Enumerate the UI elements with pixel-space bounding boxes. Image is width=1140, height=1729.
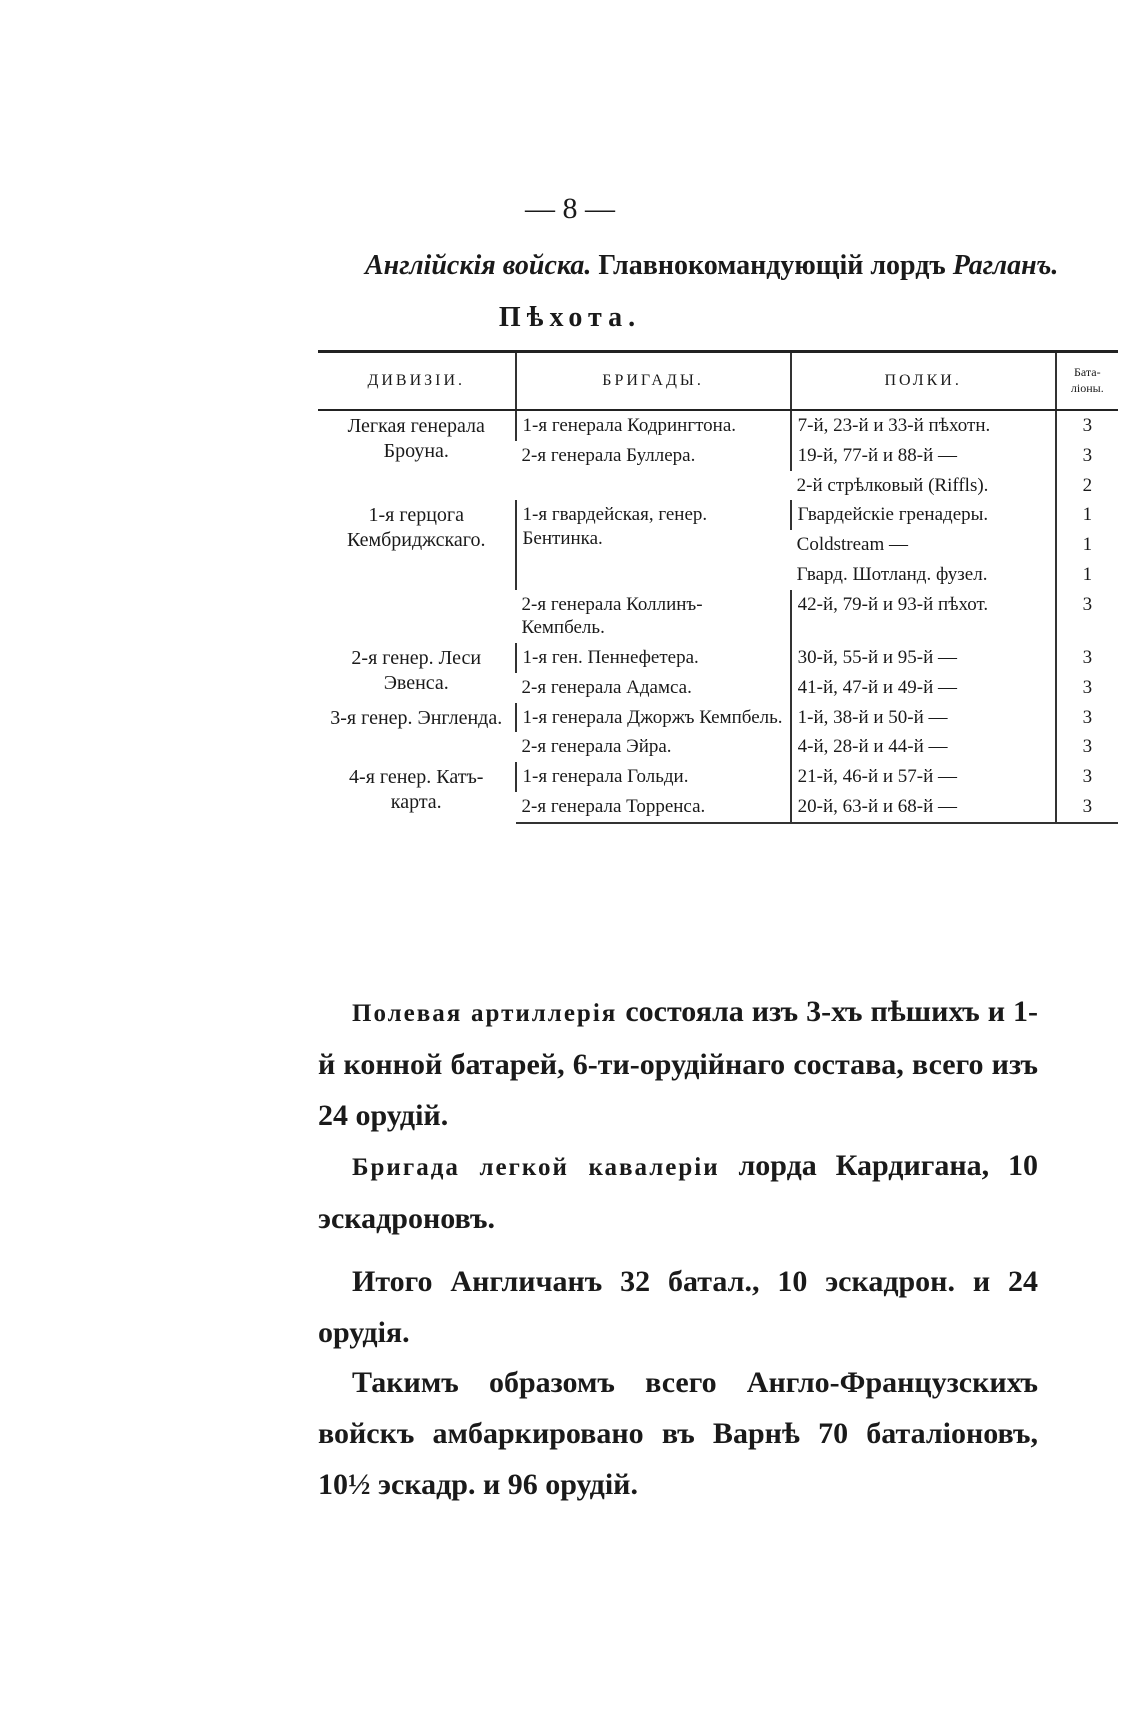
grand-total-text: Такимъ образомъ всего Англо-Французскихъ войскъ амбаркировано въ Варнѣ 70 баталіоновъ, 10½ эскадр. и 96 орудій. xyxy=(318,1366,1038,1501)
infantry-table xyxy=(318,350,1118,824)
brigade-cell: 1-я генерала Кодрингтона. xyxy=(516,410,791,441)
regiment-cell: 21-й, 46-й и 57-й — xyxy=(791,762,1056,792)
header-divisions: ДИВИЗІИ. xyxy=(318,352,516,411)
paragraph-cavalry xyxy=(318,1140,1038,1244)
regiment-cell: 7-й, 23-й и 33-й пѣхотн. xyxy=(791,410,1056,441)
regiment-cell: 30-й, 55-й и 95-й — xyxy=(791,643,1056,673)
battalion-count: 3 xyxy=(1056,410,1118,441)
battalion-count: 3 xyxy=(1056,703,1118,733)
subheading-infantry: Пѣхота. xyxy=(498,302,642,333)
battalion-count: 3 xyxy=(1056,441,1118,471)
division-cell: 3-я генер. Энгленда. xyxy=(330,706,503,729)
regiment-cell: 42-й, 79-й и 93-й пѣхот. xyxy=(791,590,1056,644)
battalion-count: 3 xyxy=(1056,643,1118,673)
header-regiments: ПОЛКИ. xyxy=(791,352,1056,411)
heading-forces: Англійскія войска. xyxy=(365,250,592,281)
brigade-cell: 2-я генерала Адамса. xyxy=(521,676,692,698)
brigade-cell: 2-я генерала Коллинъ-Кемпбель. xyxy=(521,593,703,639)
battalion-count: 3 xyxy=(1056,673,1118,703)
brigade-cell: 2-я генерала Буллера. xyxy=(521,444,696,466)
total-english-text: Итого Англичанъ 32 батал., 10 эскадрон. и 24 орудія. xyxy=(318,1265,1038,1349)
battalion-count: 3 xyxy=(1056,590,1118,644)
battalion-count: 3 xyxy=(1056,792,1118,823)
paragraph-total-english xyxy=(318,1256,1038,1358)
heading-name: Рагланъ. xyxy=(952,250,1059,281)
header-brigades: БРИГАДЫ. xyxy=(516,352,791,411)
division-cell: Легкая генерала Броуна. xyxy=(347,415,485,462)
artillery-lead: Полевая артиллерія xyxy=(352,1000,618,1027)
regiment-cell: Гвард. Шотланд. фузел. xyxy=(796,563,988,585)
regiment-cell: Гвардейскіе гренадеры. xyxy=(791,500,1056,530)
brigade-cell: 1-я генерала Гольди. xyxy=(516,762,791,792)
regiment-cell: 20-й, 63-й и 68-й — xyxy=(791,792,1056,823)
regiment-cell: 19-й, 77-й и 88-й — xyxy=(791,441,1056,471)
table-row xyxy=(318,643,1118,673)
page-number: — 8 — xyxy=(525,192,615,225)
regiment-cell: 4-й, 28-й и 44-й — xyxy=(791,732,1056,762)
cavalry-text: лорда Кардигана, 10 эскадроновъ. xyxy=(318,1149,1038,1235)
cavalry-lead: Бригада легкой кавалеріи xyxy=(352,1154,720,1181)
battalion-count: 1 xyxy=(1056,560,1118,590)
regiment-cell: Coldstream — xyxy=(796,534,908,555)
brigade-cell: 1-я ген. Пеннефетера. xyxy=(516,643,791,673)
table-row xyxy=(318,762,1118,792)
table-row xyxy=(318,500,1118,530)
header-battalions: Бата- ліоны. xyxy=(1056,352,1118,411)
division-cell: 2-я генер. Леси Эвенса. xyxy=(351,647,482,694)
table-row xyxy=(318,410,1118,441)
heading-commander: Главнокомандующій лордъ xyxy=(591,250,953,281)
battalion-count: 3 xyxy=(1056,762,1118,792)
brigade-cell: 2-я генерала Эйра. xyxy=(521,736,672,758)
regiment-cell: 2-й стрѣлковый (Riffls). xyxy=(796,474,989,496)
division-cell: 4-я генер. Катъ-карта. xyxy=(349,766,484,813)
regiment-cell: 1-й, 38-й и 50-й — xyxy=(791,703,1056,733)
paragraph-grand-total xyxy=(318,1357,1038,1510)
artillery-text: состояла изъ 3-хъ пѣшихъ и 1-й конной батарей, 6-ти-орудійнаго состава, всего изъ 24 орудій. xyxy=(318,995,1038,1132)
table-row xyxy=(318,703,1118,733)
battalion-count: 3 xyxy=(1056,732,1118,762)
brigade-cell: 2-я генерала Торренса. xyxy=(516,792,791,823)
battalion-count: 1 xyxy=(1056,500,1118,530)
brigade-cell: 1-я генерала Джоржъ Кемпбель. xyxy=(516,703,791,733)
division-cell: 1-я герцога Кембриджскаго. xyxy=(347,504,486,552)
regiment-cell: 41-й, 47-й и 49-й — xyxy=(791,673,1056,703)
paragraph-artillery xyxy=(318,986,1038,1141)
battalion-count: 2 xyxy=(1056,471,1118,501)
battalion-count: 1 xyxy=(1056,530,1118,560)
section-heading xyxy=(365,250,1085,282)
brigade-cell: 1-я гвардейская, генер. Бентинка. xyxy=(516,500,791,589)
table-header-row xyxy=(318,352,1118,411)
